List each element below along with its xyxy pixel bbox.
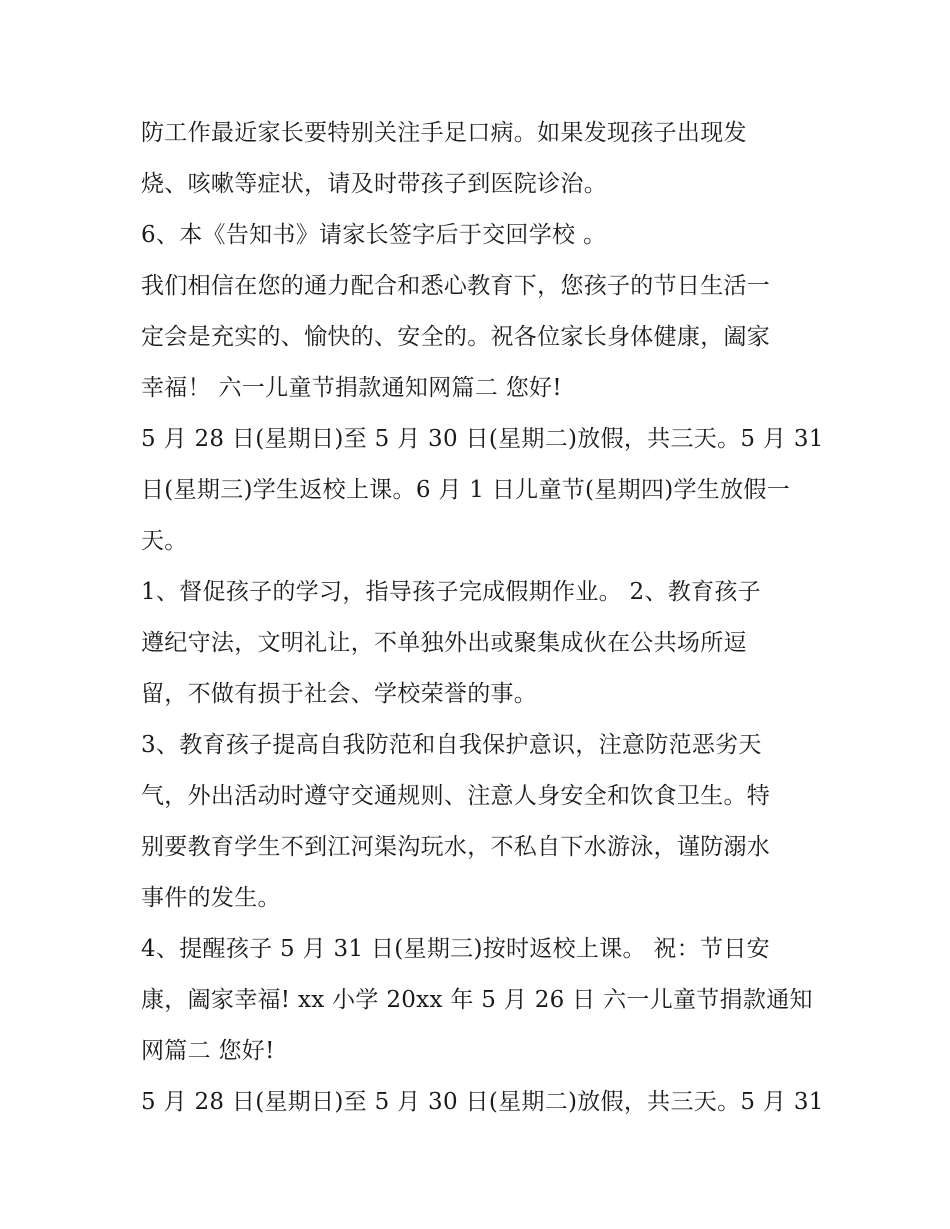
text-line: 4、提醒孩子 5 月 31 日(星期三)按时返校上课。 祝：节日安 xyxy=(141,936,770,962)
text-line: 5 月 28 日(星期日)至 5 月 30 日(星期二)放假，共三天。5 月 31 xyxy=(141,426,824,452)
text-line: 天。 xyxy=(141,528,188,554)
text-line: 别要教育学生不到江河渠沟玩水，不私自下水游泳，谨防溺水 xyxy=(141,834,771,860)
text-line: 1、督促孩子的学习，指导孩子完成假期作业。 2、教育孩子 xyxy=(141,579,761,605)
text-line: 网篇二 您好! xyxy=(141,1038,275,1064)
text-line: 6、本《告知书》请家长签字后于交回学校 。 xyxy=(141,222,607,248)
text-line: 定会是充实的、愉快的、安全的。祝各位家长身体健康，阖家 xyxy=(141,324,771,350)
text-line: 3、教育孩子提高自我防范和自我保护意识，注意防范恶劣天 xyxy=(141,732,762,758)
text-line: 日(星期三)学生返校上课。6 月 1 日儿童节(星期四)学生放假一 xyxy=(141,477,790,503)
text-line: 事件的发生。 xyxy=(141,885,281,911)
document-body xyxy=(141,108,824,1128)
text-line: 康，阖家幸福! xx 小学 20xx 年 5 月 26 日 六一儿童节捐款通知 xyxy=(141,987,813,1013)
text-line: 我们相信在您的通力配合和悉心教育下，您孩子的节日生活一 xyxy=(141,273,771,299)
text-line: 遵纪守法，文明礼让，不单独外出或聚集成伙在公共场所逗 xyxy=(141,630,747,656)
text-line: 防工作最近家长要特别关注手足口病。如果发现孩子出现发 xyxy=(141,120,747,146)
text-line: 5 月 28 日(星期日)至 5 月 30 日(星期二)放假，共三天。5 月 31 xyxy=(141,1089,824,1115)
text-line: 留，不做有损于社会、学校荣誉的事。 xyxy=(141,681,538,707)
text-line: 幸福！ 六一儿童节捐款通知网篇二 您好! xyxy=(141,375,562,401)
text-line: 气，外出活动时遵守交通规则、注意人身安全和饮食卫生。特 xyxy=(141,783,771,809)
text-line: 烧、咳嗽等症状，请及时带孩子到医院诊治。 xyxy=(141,171,607,197)
